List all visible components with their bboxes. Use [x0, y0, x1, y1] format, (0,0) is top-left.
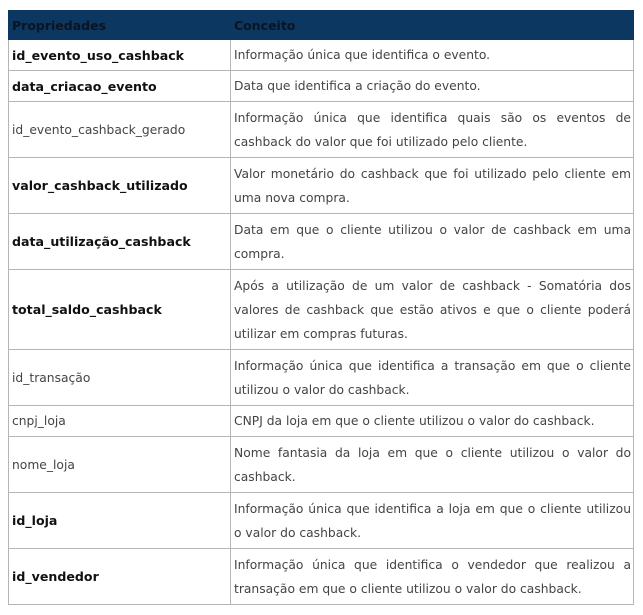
property-cell: data_utilização_cashback: [9, 214, 231, 270]
property-cell: total_saldo_cashback: [9, 270, 231, 350]
concept-cell: Após a utilização de um valor de cashback - Somatória dos valores de cashback que estão ativos e que o cliente poderá utilizar em compras futuras.: [231, 270, 634, 350]
table-row: [9, 102, 634, 158]
table-row: [9, 270, 634, 350]
property-cell: id_evento_cashback_gerado: [9, 102, 231, 158]
table-row: [9, 158, 634, 214]
property-cell: id_loja: [9, 493, 231, 549]
table-row: [9, 406, 634, 437]
table-header-row: [9, 11, 634, 40]
table-row: [9, 549, 634, 605]
concept-cell: Informação única que identifica quais são os eventos de cashback do valor que foi utilizado pelo cliente.: [231, 102, 634, 158]
properties-table: [8, 10, 634, 605]
concept-cell: Informação única que identifica o vendedor que realizou a transação em que o cliente utilizou o valor do cashback.: [231, 549, 634, 605]
concept-cell: Data em que o cliente utilizou o valor de cashback em uma compra.: [231, 214, 634, 270]
table-row: [9, 214, 634, 270]
concept-cell: CNPJ da loja em que o cliente utilizou o valor do cashback.: [231, 406, 634, 437]
header-conceito: Conceito: [231, 11, 634, 40]
property-cell: id_evento_uso_cashback: [9, 40, 231, 71]
property-cell: cnpj_loja: [9, 406, 231, 437]
concept-cell: Valor monetário do cashback que foi utilizado pelo cliente em uma nova compra.: [231, 158, 634, 214]
property-cell: valor_cashback_utilizado: [9, 158, 231, 214]
table-row: [9, 71, 634, 102]
properties-table-container: [8, 10, 633, 605]
concept-cell: Informação única que identifica o evento.: [231, 40, 634, 71]
header-propriedades: Propriedades: [9, 11, 231, 40]
table-row: [9, 493, 634, 549]
property-cell: nome_loja: [9, 437, 231, 493]
table-row: [9, 437, 634, 493]
property-cell: id_vendedor: [9, 549, 231, 605]
concept-cell: Data que identifica a criação do evento.: [231, 71, 634, 102]
table-row: [9, 40, 634, 71]
property-cell: data_criacao_evento: [9, 71, 231, 102]
table-body: [9, 40, 634, 605]
concept-cell: Informação única que identifica a transação em que o cliente utilizou o valor do cashback.: [231, 350, 634, 406]
table-row: [9, 350, 634, 406]
concept-cell: Informação única que identifica a loja em que o cliente utilizou o valor do cashback.: [231, 493, 634, 549]
concept-cell: Nome fantasia da loja em que o cliente utilizou o valor do cashback.: [231, 437, 634, 493]
property-cell: id_transação: [9, 350, 231, 406]
